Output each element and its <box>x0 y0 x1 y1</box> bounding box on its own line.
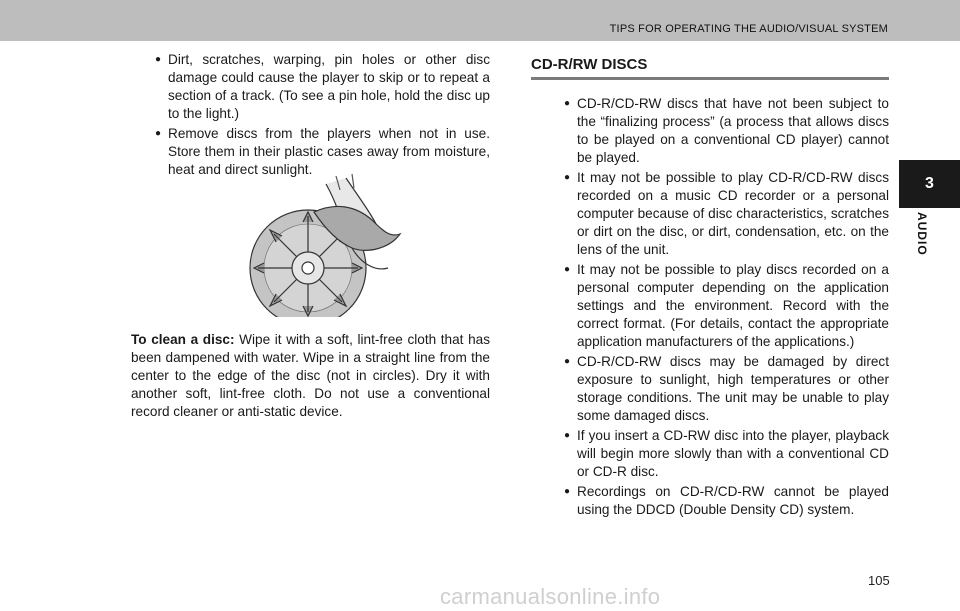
list-item: ● Dirt, scratches, warping, pin holes or other disc damage could cause the player to skip or to repeat a section of a track. (To see a pin hole, hold the disc up to the light.) <box>131 51 490 123</box>
chapter-tab <box>899 160 960 208</box>
disc-cleaning-illustration <box>240 172 430 317</box>
header-title: TIPS FOR OPERATING THE AUDIO/VISUAL SYSTEM <box>609 23 888 35</box>
watermark: carmanualsonline.info <box>440 584 661 609</box>
list-item: ● Remove discs from the players when not in use. Store them in their plastic cases away from moisture, heat and direct sunlight. <box>131 125 490 179</box>
list-item: ● If you insert a CD-RW disc into the player, playback will begin more slowly than with a conventional CD or CD-R disc. <box>556 427 889 481</box>
page-number: 105 <box>868 573 890 588</box>
section-heading: CD-R/RW DISCS <box>531 56 648 73</box>
left-column <box>131 51 490 181</box>
list-item: ● CD-R/CD-RW discs that have not been subject to the “finalizing process” (a process that allows discs to be played on a conventional CD player) cannot be played. <box>556 95 889 167</box>
cleaning-label: To clean a disc: <box>131 332 235 347</box>
cdr-list <box>556 95 889 519</box>
disc-care-list <box>131 51 490 179</box>
chapter-number: 3 <box>925 175 934 192</box>
list-item: ● CD-R/CD-RW discs may be damaged by direct exposure to sunlight, high temperatures or other storage conditions. The unit may be unable to play some damaged discs. <box>556 353 889 425</box>
list-item: ● Recordings on CD-R/CD-RW cannot be played using the DDCD (Double Density CD) system. <box>556 483 889 519</box>
cleaning-text: Wipe it with a soft, lint-free cloth that has been dampened with water. Wipe in a straight line from the center to the edge of the disc (not in circles). Dry it with another soft, lint-free cloth. Do not use a conventional record cleaner or anti-static device. <box>131 332 491 419</box>
heading-rule <box>531 77 889 80</box>
list-item: ● It may not be possible to play discs recorded on a personal computer depending on the application settings and the environment. Record with the correct format. (For details, contact the appropriate application manufacturers of the applications.) <box>556 261 889 351</box>
list-item: ● It may not be possible to play CD-R/CD-RW discs recorded on a music CD recorder or a personal computer because of disc characteristics, scratches or dirt on the disc, or dirt, condensation, etc. on the lens of the unit. <box>556 169 889 259</box>
header-bar <box>0 0 960 41</box>
right-column <box>531 51 889 521</box>
cleaning-instructions <box>131 331 490 421</box>
chapter-label: AUDIO <box>915 212 929 256</box>
